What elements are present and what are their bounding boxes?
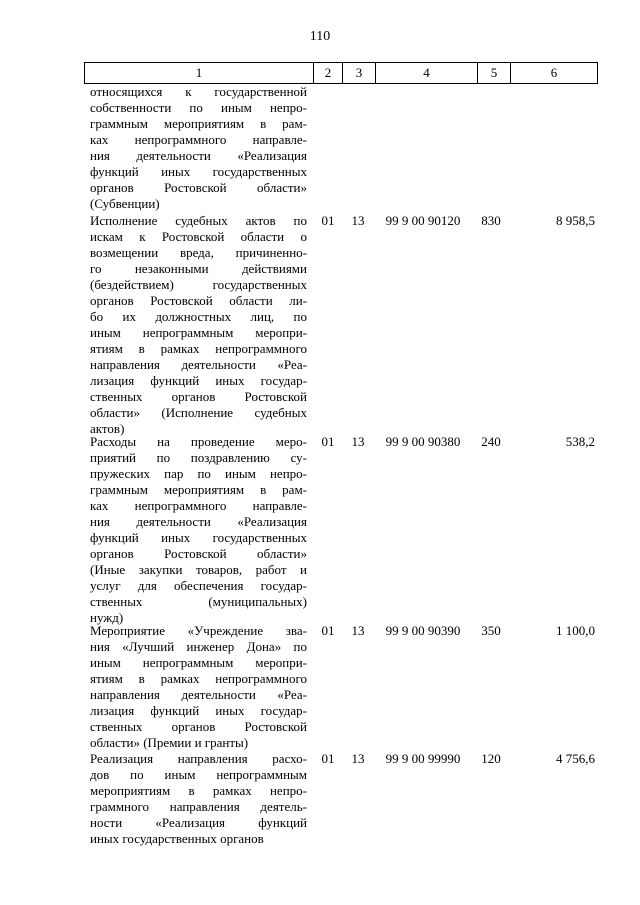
description-line: лизация функций иных государ- (90, 373, 307, 388)
description-line: органов Ростовской области ли- (90, 293, 307, 308)
section-code: 01 (321, 434, 335, 449)
target-article-code: 99 9 00 90390 (385, 623, 461, 638)
description-line: пружеских пар по иным непро- (90, 466, 307, 481)
expense-type-code: 120 (481, 751, 501, 766)
description-line: ности «Реализация функций (90, 815, 307, 830)
description-line: ственных (муниципальных) (90, 594, 307, 609)
description-line: искам к Ростовской области о (90, 229, 307, 244)
section-code: 01 (321, 623, 335, 638)
description-line: Мероприятие «Учреждение зва- (90, 623, 307, 638)
description-line: актов) (90, 421, 125, 436)
section-code: 01 (321, 751, 335, 766)
description-line: граммным мероприятиям в рам- (90, 482, 307, 497)
description-line: собственности по иным непро- (90, 100, 307, 115)
row-description (90, 434, 307, 626)
description-line: мероприятиям в рамках непро- (90, 783, 307, 798)
row-description (90, 623, 307, 751)
description-line: относящихся к государственной (90, 84, 307, 99)
target-article-code: 99 9 00 99990 (385, 751, 461, 766)
page-number: 110 (309, 29, 331, 44)
description-line: направления деятельности «Реа- (90, 357, 307, 372)
description-line: Реализация направления расхо- (90, 751, 307, 766)
column-header-5: 5 (478, 63, 511, 84)
target-article-code: 99 9 00 90120 (385, 213, 461, 228)
description-line: ственных органов Ростовской (90, 719, 307, 734)
description-line: органов Ростовской области» (90, 546, 307, 561)
column-header-4: 4 (376, 63, 478, 84)
description-line: функций иных государственных (90, 530, 307, 545)
expense-type-code: 830 (481, 213, 501, 228)
subsection-code: 13 (351, 751, 365, 766)
description-line: ятиям в рамках непрограммного (90, 341, 307, 356)
description-line: услуг для обеспечения государ- (90, 578, 307, 593)
description-line: ния деятельности «Реализация (90, 514, 307, 529)
row-description (90, 213, 307, 437)
description-line: го незаконными действиями (90, 261, 307, 276)
description-line: (бездействием) государственных (90, 277, 307, 292)
amount-value: 4 756,6 (556, 751, 595, 766)
description-line: иных государственных органов (90, 831, 264, 846)
description-line: (Иные закупки товаров, работ и (90, 562, 307, 577)
row-description (90, 84, 307, 212)
amount-value: 538,2 (565, 434, 595, 449)
description-line: бо их должностных лиц, по (90, 309, 307, 324)
column-header-1: 1 (85, 63, 314, 84)
description-line: дов по иным непрограммным (90, 767, 307, 782)
description-line: ках непрограммного направле- (90, 132, 307, 147)
target-article-code: 99 9 00 90380 (385, 434, 461, 449)
amount-value: 8 958,5 (556, 213, 595, 228)
expense-type-code: 240 (481, 434, 501, 449)
description-line: граммным мероприятиям в рам- (90, 116, 307, 131)
amount-value: 1 100,0 (556, 623, 595, 638)
description-line: граммного направления деятель- (90, 799, 307, 814)
row-description (90, 751, 307, 847)
description-line: ятиям в рамках непрограммного (90, 671, 307, 686)
description-line: ния «Лучший инженер Дона» по (90, 639, 307, 654)
description-line: нужд) (90, 610, 124, 625)
description-line: ках непрограммного направле- (90, 498, 307, 513)
description-line: иным непрограммным меропри- (90, 655, 307, 670)
description-line: органов Ростовской области» (90, 180, 307, 195)
subsection-code: 13 (351, 623, 365, 638)
description-line: функций иных государственных (90, 164, 307, 179)
column-header-6: 6 (511, 63, 598, 84)
subsection-code: 13 (351, 213, 365, 228)
column-header-2: 2 (314, 63, 343, 84)
description-line: лизация функций иных государ- (90, 703, 307, 718)
column-header-table (84, 62, 598, 84)
description-line: ственных органов Ростовской (90, 389, 307, 404)
description-line: области» (Премии и гранты) (90, 735, 249, 750)
description-line: направления деятельности «Реа- (90, 687, 307, 702)
column-header-3: 3 (343, 63, 376, 84)
description-line: ния деятельности «Реализация (90, 148, 307, 163)
section-code: 01 (321, 213, 335, 228)
description-line: области» (Исполнение судебных (90, 405, 307, 420)
description-line: (Субвенции) (90, 196, 160, 211)
description-line: иным непрограммным меропри- (90, 325, 307, 340)
subsection-code: 13 (351, 434, 365, 449)
column-header-row (85, 63, 598, 84)
description-line: Расходы на проведение меро- (90, 434, 307, 449)
expense-type-code: 350 (481, 623, 501, 638)
description-line: Исполнение судебных актов по (90, 213, 307, 228)
description-line: возмещении вреда, причиненно- (90, 245, 307, 260)
description-line: приятий по поздравлению су- (90, 450, 307, 465)
